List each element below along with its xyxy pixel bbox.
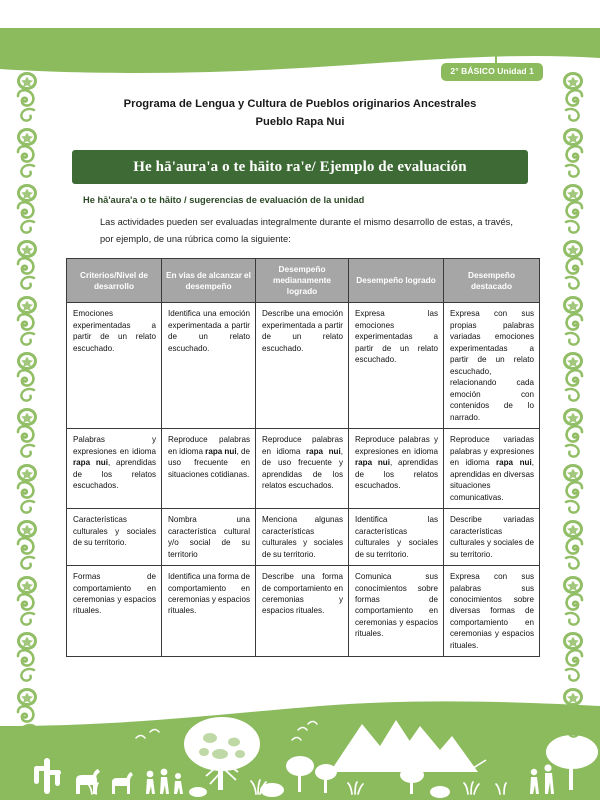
table-row [67,429,540,509]
cell-criterio: Emociones experimentadas a partir de un relato escuchado. [67,303,162,429]
cell-destacado: Describe variadas características culturales y sociales de su territorio. [444,509,540,566]
left-ornament-pattern [14,70,40,760]
rubric-col-criterios: Criterios/Nivel de desarrollo [67,259,162,303]
rubric-header-row [67,259,540,303]
rubric-col-logrado: Desempeño logrado [349,259,444,303]
cell-destacado: Expresa con sus palabras sus conocimientos sobre diversas formas de comportamiento en ceremonias y espacios rituales. [444,566,540,657]
cell-en-vias: Identifica una forma de comportamiento en ceremonias y espacios rituales. [162,566,256,657]
cell-en-vias: Nombra una característica cultural y/o social de su territorio [162,509,256,566]
table-row [67,566,540,657]
cell-criterio: Características culturales y sociales de su territorio. [67,509,162,566]
footer-landscape-illustration [0,680,600,800]
cell-logrado: Reproduce palabras y expresiones en idioma rapa nui, aprendidas de los relatos escuchados. [349,429,444,509]
rubric-col-destacado: Desempeño destacado [444,259,540,303]
right-ornament-pattern [560,70,586,760]
cell-medianamente: Describe una forma de comportamiento en ceremonias y espacios rituales. [256,566,349,657]
unit-badge: 2° BÁSICO Unidad 1 [441,63,543,81]
cell-medianamente: Reproduce palabras en idioma rapa nui, de uso frecuente y aprendidas de los relatos escuchados. [256,429,349,509]
table-row [67,509,540,566]
cell-destacado: Expresa con sus propias palabras variadas emociones experimentadas a partir de un relato escuchado, relacionando cada emoción con contenidos de lo narrado. [444,303,540,429]
section-intro-text: Las actividades pueden ser evaluadas integralmente durante el mismo desarrollo de estas, a través, por ejemplo, de una rúbrica como la siguiente: [100,217,513,245]
cell-en-vias: Identifica una emoción experimentada a partir de un relato escuchado. [162,303,256,429]
cell-en-vias: Reproduce palabras en idioma rapa nui, de uso frecuente en situaciones cotidianas. [162,429,256,509]
section-banner [72,150,528,184]
cell-logrado: Expresa las emociones experimentadas a partir de un relato escuchado. [349,303,444,429]
program-title-line2: Pueblo Rapa Nui [255,116,345,129]
table-row [67,303,540,429]
rubric-col-en-vias: En vias de alcanzar el desempeño [162,259,256,303]
rubric-col-medianamente: Desempeño medianamente logrado [256,259,349,303]
rubric-table [66,258,540,657]
program-title-line1: Programa de Lengua y Cultura de Pueblos originarios Ancestrales [123,98,477,110]
section-subtitle: He hā'aura'a o te hāito / sugerencias de evaluación de la unidad [83,195,365,205]
program-title [0,95,600,132]
cell-destacado: Reproduce variadas palabras y expresiones en idioma rapa nui, aprendidas en diversas situaciones comunicativas. [444,429,540,509]
cell-medianamente: Menciona algunas características culturales y sociales de su territorio. [256,509,349,566]
cell-logrado: Comunica sus conocimientos sobre formas de comportamiento en ceremonias y espacios rituales. [349,566,444,657]
section-banner-title: He hā'aura'a o te hāito ra'e/ Ejemplo de evaluación [133,158,467,175]
cell-medianamente: Describe una emoción experimentada a partir de un relato escuchado. [256,303,349,429]
cell-criterio: Palabras y expresiones en idioma rapa nui, aprendidas de los relatos escuchados. [67,429,162,509]
cell-criterio: Formas de comportamiento en ceremonias y espacios rituales. [67,566,162,657]
cell-logrado: Identifica las características culturales y sociales de su territorio. [349,509,444,566]
